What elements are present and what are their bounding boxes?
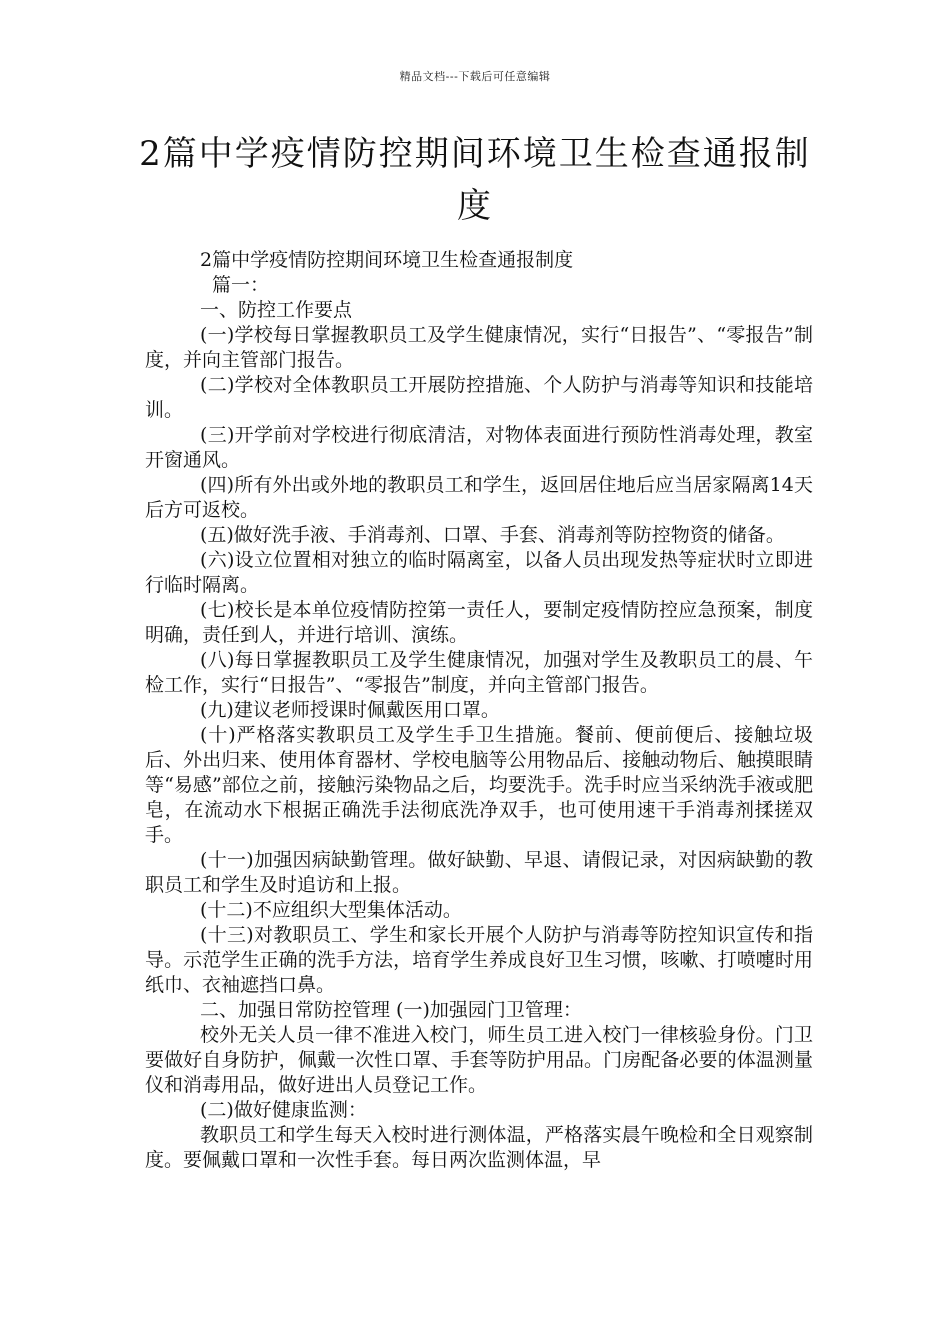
paragraph: (七)校长是本单位疫情防控第一责任人，要制定疫情防控应急预案，制度明确，责任到人，并进行培训、演练。 [145,599,813,646]
document-subtitle: 2篇中学疫情防控期间环境卫生检查通报制度 [200,249,574,271]
paragraph: (四)所有外出或外地的教职员工和学生，返回居住地后应当居家隔离14天后方可返校。 [145,474,813,521]
paragraph: (九)建议老师授课时佩戴医用口罩。 [200,699,500,721]
paragraph: (五)做好洗手液、手消毒剂、口罩、手套、消毒剂等防控物资的储备。 [200,524,785,546]
paragraph: (十一)加强因病缺勤管理。做好缺勤、早退、请假记录，对因病缺勤的教职员工和学生及时追访和上报。 [145,849,813,896]
paragraph: (一)学校每日掌握教职员工及学生健康情况，实行“日报告”、“零报告”制度，并向主管部门报告。 [145,324,813,371]
document-title: 2篇中学疫情防控期间环境卫生检查通报制度 [139,134,811,226]
paragraph: (六)设立位置相对独立的临时隔离室，以备人员出现发热等症状时立即进行临时隔离。 [145,549,813,596]
section-heading: 二、加强日常防控管理 (一)加强园门卫管理： [200,999,582,1021]
header-note: 精品文档---下载后可任意编辑 [399,70,551,83]
paragraph: 校外无关人员一律不准进入校门，师生员工进入校门一律核验身份。门卫要做好自身防护，佩戴一次性口罩、手套等防护用品。门房配备必要的体温测量仪和消毒用品，做好进出人员登记工作。 [145,1024,813,1096]
paragraph: (八)每日掌握教职员工及学生健康情况，加强对学生及教职员工的晨、午检工作，实行“日报告”、“零报告”制度，并向主管部门报告。 [145,649,813,696]
paragraph: (十)严格落实教职员工及学生手卫生措施。餐前、便前便后、接触垃圾后、外出归来、使用体育器材、学校电脑等公用物品后、接触动物后、触摸眼睛等“易感”部位之前，接触污染物品之后，均要洗手。洗手时应当采纳洗手液或肥皂，在流动水下根据正确洗手法彻底洗净双手，也可使用速干手消毒剂揉搓双手。 [145,724,813,846]
subsection-heading: (二)做好健康监测： [200,1099,367,1121]
paragraph: (十二)不应组织大型集体活动。 [200,899,462,921]
document-body [145,248,813,1173]
paragraph: 教职员工和学生每天入校时进行测体温，严格落实晨午晚检和全日观察制度。要佩戴口罩和一次性手套。每日两次监测体温，早 [145,1124,813,1171]
part-label: 篇一： [212,274,270,296]
paragraph: (十三)对教职员工、学生和家长开展个人防护与消毒等防控知识宣传和指导。示范学生正确的洗手方法，培育学生养成良好卫生习惯，咳嗽、打喷嚏时用纸巾、衣袖遮挡口鼻。 [145,924,813,996]
paragraph: (三)开学前对学校进行彻底清洁，对物体表面进行预防性消毒处理，教室开窗通风。 [145,424,813,471]
section-heading: 一、防控工作要点 [200,299,353,321]
paragraph: (二)学校对全体教职员工开展防控措施、个人防护与消毒等知识和技能培训。 [145,374,813,421]
